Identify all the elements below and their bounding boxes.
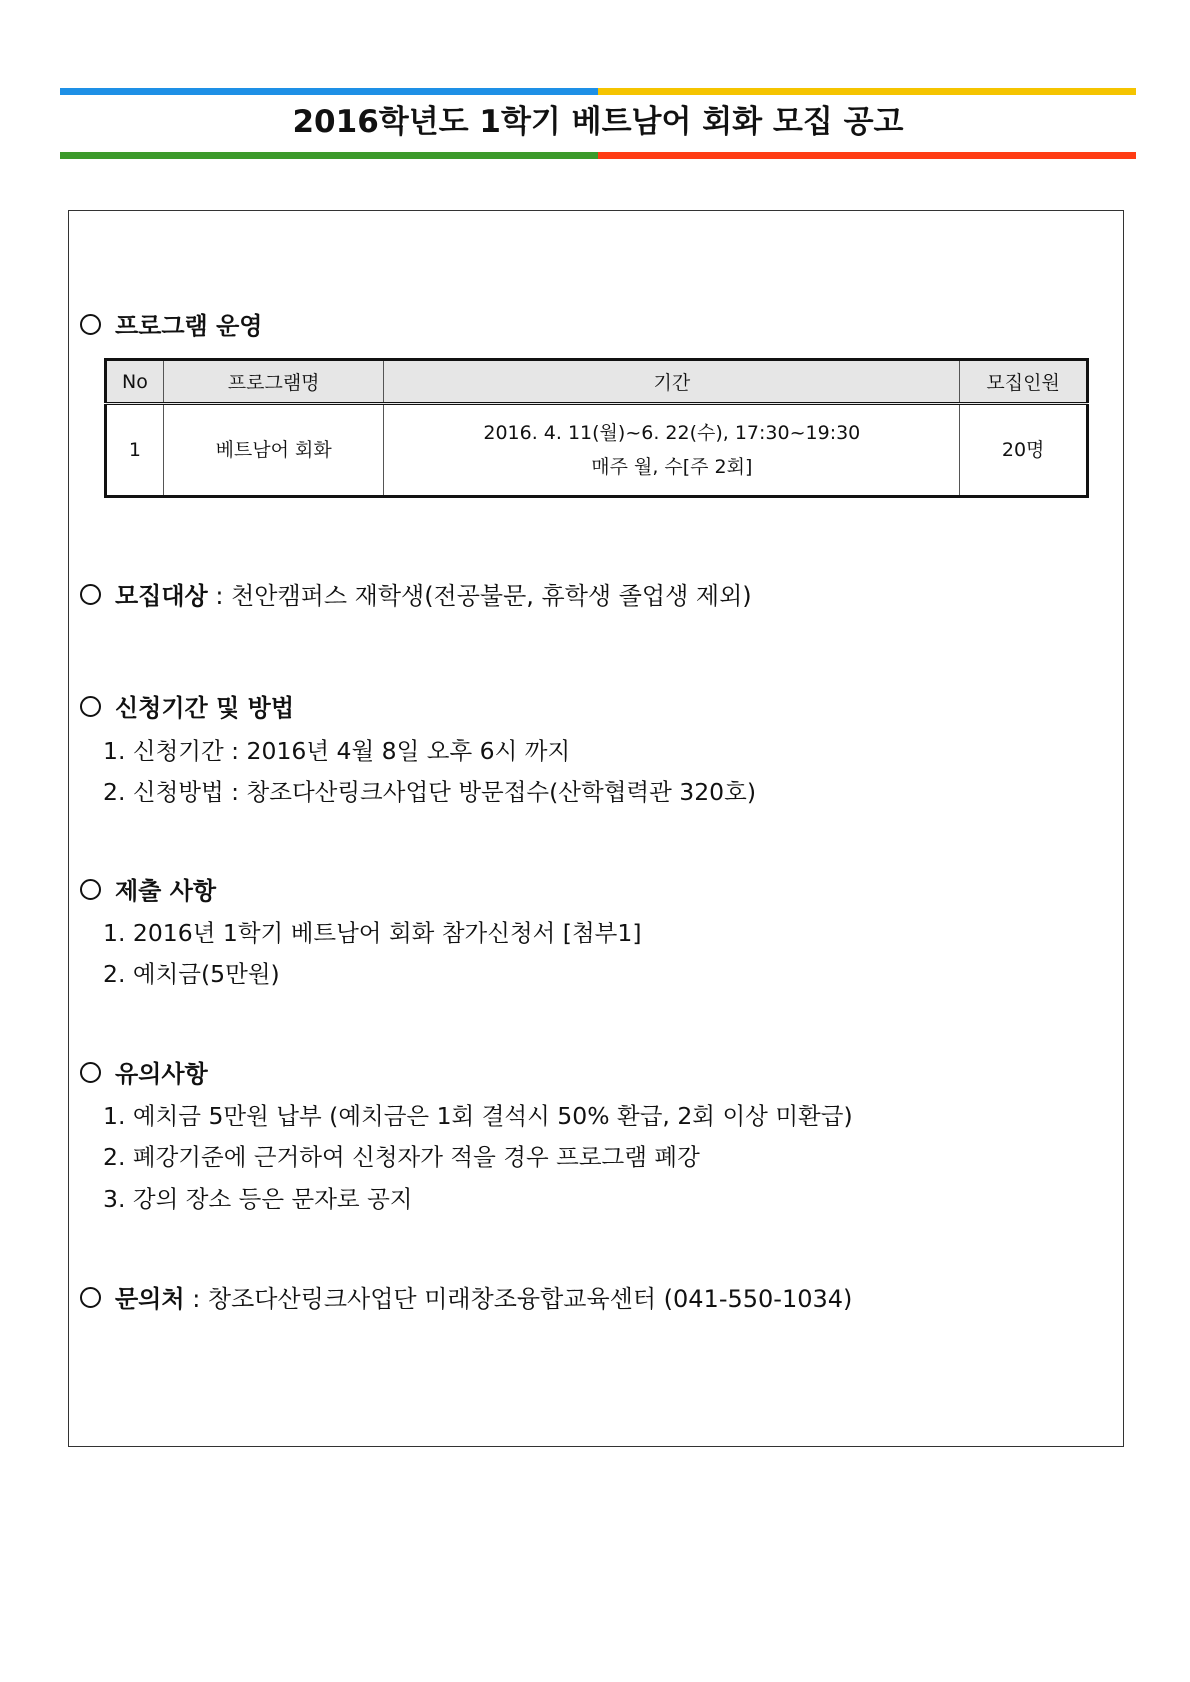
apply-heading-text: 신청기간 및 방법 [115,694,294,722]
bottom-bar-red [598,152,1136,159]
circle-bullet-icon [80,314,101,335]
period-line1: 2016. 4. 11(월)~6. 22(수), 17:30~19:30 [483,422,861,444]
col-capacity: 모집인원 [960,360,1088,404]
col-no: No [106,360,164,404]
notes-heading-text: 유의사항 [115,1060,208,1088]
bottom-bar-green [60,152,598,159]
contact-section [80,1283,852,1315]
circle-bullet-icon [80,1062,101,1083]
program-heading-text: 프로그램 운영 [115,312,263,340]
submit-heading-text: 제출 사항 [115,877,217,905]
notes-item-3: 3. 강의 장소 등은 문자로 공지 [103,1185,413,1213]
top-bar-yellow [598,88,1136,95]
circle-bullet-icon [80,584,101,605]
circle-bullet-icon [80,879,101,900]
top-color-bar [60,88,1136,95]
col-program-name: 프로그램명 [163,360,383,404]
table-header-row [106,360,1088,404]
bottom-color-bar [60,152,1136,159]
apply-item-2: 2. 신청방법 : 창조다산링크사업단 방문접수(산학협력관 320호) [103,778,757,806]
contact-label: 문의처 [115,1285,185,1313]
cell-no: 1 [106,404,164,497]
program-heading [80,310,262,342]
notes-item-2: 2. 폐강기준에 근거하여 신청자가 적을 경우 프로그램 폐강 [103,1143,700,1171]
contact-value: : 창조다산링크사업단 미래창조융합교육센터 (041-550-1034) [184,1285,853,1313]
submit-heading [80,875,216,907]
page-title: 2016학년도 1학기 베트남어 회화 모집 공고 [292,104,904,140]
circle-bullet-icon [80,1287,101,1308]
notes-heading [80,1058,208,1090]
table-row [106,404,1088,497]
cell-program-name: 베트남어 회화 [163,404,383,497]
cell-period [384,404,960,497]
apply-item-1: 1. 신청기간 : 2016년 4월 8일 오후 6시 까지 [103,737,571,765]
program-table [104,358,1089,498]
period-line2: 매주 월, 수[주 2회] [591,456,753,478]
target-label: 모집대상 [115,582,208,610]
target-value: : 천안캠퍼스 재학생(전공불문, 휴학생 졸업생 제외) [207,582,752,610]
target-section [80,580,752,612]
submit-item-1: 1. 2016년 1학기 베트남어 회화 참가신청서 [첨부1] [103,919,642,947]
top-bar-blue [60,88,598,95]
apply-heading [80,692,294,724]
col-period: 기간 [384,360,960,404]
cell-capacity: 20명 [960,404,1088,497]
circle-bullet-icon [80,696,101,717]
submit-item-2: 2. 예치금(5만원) [103,960,280,988]
notes-item-1: 1. 예치금 5만원 납부 (예치금은 1회 결석시 50% 환급, 2회 이상 미환급) [103,1102,853,1130]
